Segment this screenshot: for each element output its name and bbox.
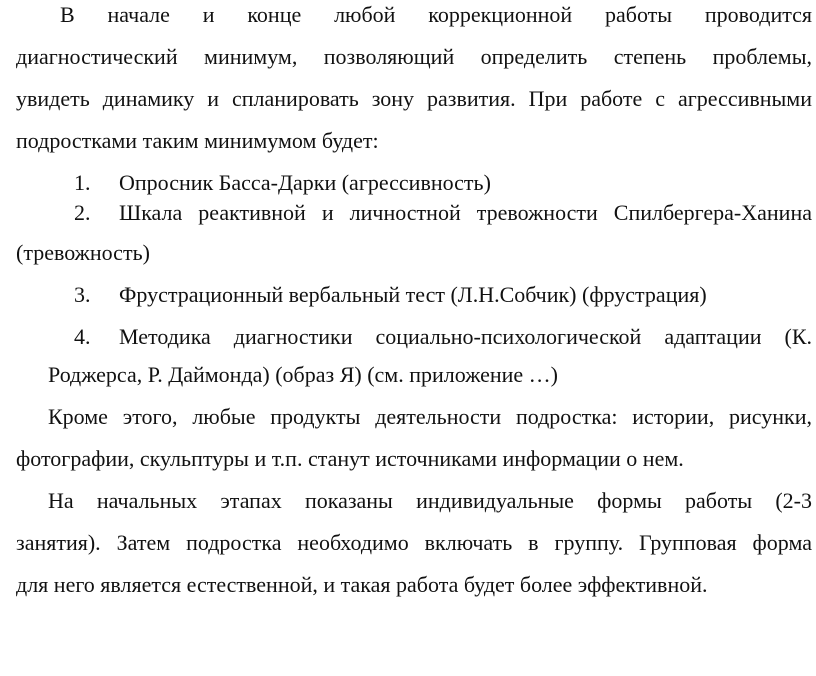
list-number: 1. <box>74 170 91 195</box>
paragraph-3-line-1: На начальных этапах показаны индивидуальные формы работы (2-3 <box>48 488 812 513</box>
paragraph-3-line-3: для него является естественной, и такая работа будет более эффективной. <box>16 572 708 597</box>
paragraph-2-line-1: Кроме этого, любые продукты деятельности подростка: истории, рисунки, <box>48 404 812 429</box>
paragraph-1-line-1: В начале и конце любой коррекционной работы проводится <box>60 2 812 27</box>
list-number: 2. <box>74 200 91 225</box>
paragraph-3-line-2: занятия). Затем подростка необходимо включать в группу. Групповая форма <box>16 530 812 555</box>
list-number: 3. <box>74 282 91 307</box>
list-number: 4. <box>74 324 91 349</box>
paragraph-1-line-2: диагностический минимум, позволяющий определить степень проблемы, <box>16 44 812 69</box>
list-text: Методика диагностики социально-психологической адаптации (К. <box>119 324 812 349</box>
list-item-2-continuation: (тревожность) <box>16 240 150 265</box>
list-text: Опросник Басса-Дарки (агрессивность) <box>119 170 491 195</box>
paragraph-1-line-3: увидеть динамику и спланировать зону развития. При работе с агрессивными <box>16 86 812 111</box>
list-item-4-continuation: Роджерса, Р. Даймонда) (образ Я) (см. приложение …) <box>48 362 559 387</box>
list-text: Фрустрационный вербальный тест (Л.Н.Собчик) (фрустрация) <box>119 282 707 307</box>
paragraph-1-line-4: подростками таким минимумом будет: <box>16 128 379 153</box>
list-text: Шкала реактивной и личностной тревожности Спилбергера-Ханина <box>119 200 812 225</box>
paragraph-2-line-2: фотографии, скульптуры и т.п. станут источниками информации о нем. <box>16 446 684 471</box>
